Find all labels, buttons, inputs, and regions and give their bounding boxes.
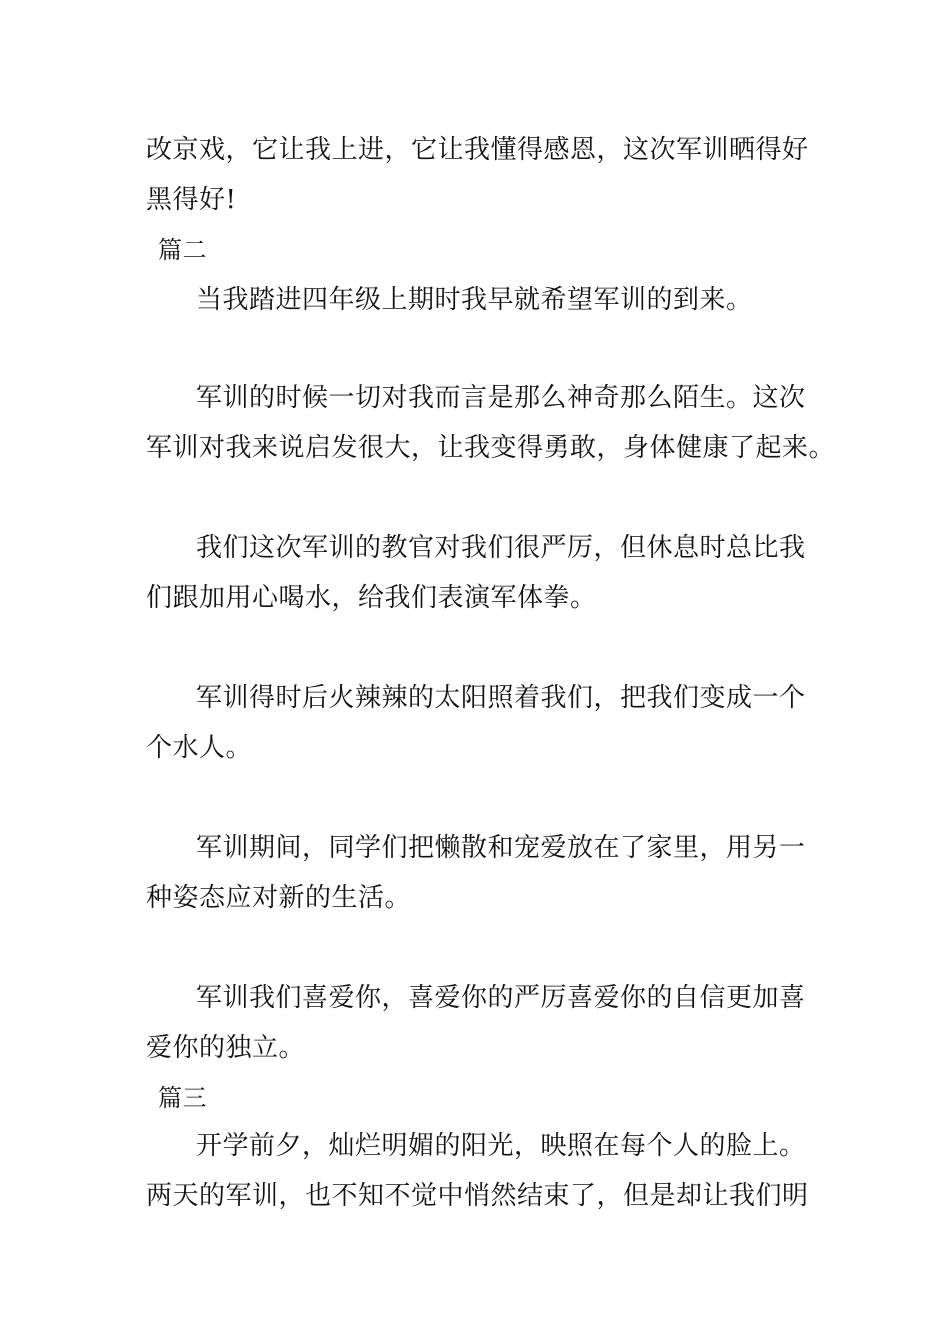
text-line: 改京戏，它让我上进，它让我懂得感恩，这次军训晒得好 [146, 135, 809, 165]
text-line: 种姿态应对新的生活。 [146, 883, 412, 913]
section-heading: 篇二 [158, 236, 207, 264]
text-line: 军训得时后火辣辣的太阳照着我们，把我们变成一个 [196, 683, 806, 713]
text-line: 军训期间，同学们把懒散和宠爱放在了家里，用另一 [196, 833, 806, 863]
text-line: 当我踏进四年级上期时我早就希望军训的到来。 [196, 285, 753, 315]
text-line: 爱你的独立。 [146, 1033, 306, 1063]
text-line: 开学前夕，灿烂明媚的阳光，映照在每个人的脸上。 [196, 1131, 806, 1161]
text-line: 两天的军训，也不知不觉中悄然结束了，但是却让我们明 [146, 1181, 809, 1211]
text-line: 军训我们喜爱你，喜爱你的严厉喜爱你的自信更加喜 [196, 983, 806, 1013]
text-line: 们跟加用心喝水，给我们表演军体拳。 [146, 583, 597, 613]
section-heading: 篇三 [158, 1084, 207, 1112]
text-line: 我们这次军训的教官对我们很严厉，但休息时总比我 [196, 533, 806, 563]
text-line: 黑得好! [146, 185, 237, 215]
text-line: 军训的时候一切对我而言是那么神奇那么陌生。这次 [196, 383, 806, 413]
text-line: 军训对我来说启发很大，让我变得勇敢，身体健康了起来。 [146, 433, 836, 463]
text-line: 个水人。 [146, 733, 253, 763]
